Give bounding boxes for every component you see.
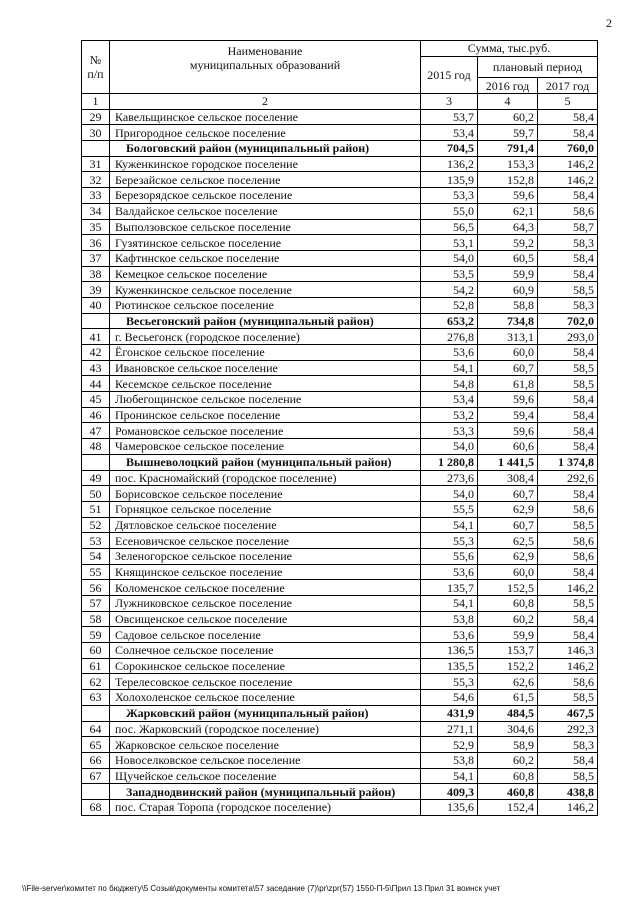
row-number: 57	[82, 596, 110, 612]
value-2017: 146,2	[538, 156, 598, 172]
value-2015: 271,1	[421, 721, 478, 737]
value-2015: 54,0	[421, 439, 478, 455]
district-total-row	[82, 454, 598, 470]
header-num: № п/п	[82, 41, 110, 94]
row-number: 36	[82, 235, 110, 251]
row-name: Борисовское сельское поселение	[110, 486, 421, 502]
table-row	[82, 737, 598, 753]
row-number: 54	[82, 548, 110, 564]
table-row	[82, 156, 598, 172]
value-2015: 53,2	[421, 407, 478, 423]
row-name: Садовое сельское поселение	[110, 627, 421, 643]
value-2017: 58,6	[538, 533, 598, 549]
value-2016: 59,6	[478, 423, 538, 439]
value-2017: 58,6	[538, 548, 598, 564]
value-2015: 135,7	[421, 580, 478, 596]
value-2015: 136,2	[421, 156, 478, 172]
value-2015: 53,8	[421, 611, 478, 627]
row-name: Новоселковское сельское поселение	[110, 752, 421, 768]
row-name: Пронинское сельское поселение	[110, 407, 421, 423]
page-number: 2	[606, 16, 612, 30]
value-2016: 60,5	[478, 250, 538, 266]
value-2015: 54,6	[421, 690, 478, 706]
row-number: 56	[82, 580, 110, 596]
row-number: 64	[82, 721, 110, 737]
value-2016: 60,9	[478, 282, 538, 298]
table-row	[82, 423, 598, 439]
value-2016: 62,9	[478, 501, 538, 517]
table-row	[82, 282, 598, 298]
row-name: Бологовский район (муниципальный район)	[110, 141, 421, 157]
value-2017: 58,4	[538, 439, 598, 455]
value-2017: 58,5	[538, 690, 598, 706]
value-2017: 146,2	[538, 799, 598, 815]
table-row	[82, 580, 598, 596]
value-2016: 60,8	[478, 768, 538, 784]
index-cell: 3	[421, 94, 478, 110]
value-2015: 53,4	[421, 392, 478, 408]
row-name: Зеленогорское сельское поселение	[110, 548, 421, 564]
value-2015: 52,9	[421, 737, 478, 753]
row-name: Терелесовское сельское поселение	[110, 674, 421, 690]
value-2015: 135,9	[421, 172, 478, 188]
value-2016: 152,2	[478, 658, 538, 674]
value-2016: 152,5	[478, 580, 538, 596]
value-2017: 58,4	[538, 125, 598, 141]
table-row	[82, 172, 598, 188]
row-name: Дятловское сельское поселение	[110, 517, 421, 533]
value-2016: 60,2	[478, 611, 538, 627]
value-2016: 308,4	[478, 470, 538, 486]
value-2016: 59,4	[478, 407, 538, 423]
value-2017: 146,2	[538, 580, 598, 596]
row-name: пос. Жарковский (городское поселение)	[110, 721, 421, 737]
value-2017: 146,2	[538, 658, 598, 674]
table-row	[82, 674, 598, 690]
table-row	[82, 596, 598, 612]
row-name: Коломенское сельское поселение	[110, 580, 421, 596]
value-2015: 653,2	[421, 313, 478, 329]
row-name: Гузятинское сельское поселение	[110, 235, 421, 251]
value-2017: 1 374,8	[538, 454, 598, 470]
value-2015: 53,6	[421, 345, 478, 361]
value-2017: 58,4	[538, 250, 598, 266]
row-number: 58	[82, 611, 110, 627]
row-number: 49	[82, 470, 110, 486]
value-2016: 62,6	[478, 674, 538, 690]
value-2015: 431,9	[421, 705, 478, 721]
row-name: Валдайское сельское поселение	[110, 203, 421, 219]
row-name: Куженкинское сельское поселение	[110, 282, 421, 298]
row-name: Сорокинское сельское поселение	[110, 658, 421, 674]
value-2017: 58,5	[538, 360, 598, 376]
value-2015: 55,5	[421, 501, 478, 517]
district-total-row	[82, 313, 598, 329]
value-2017: 58,5	[538, 282, 598, 298]
row-name: Чамеровское сельское поселение	[110, 439, 421, 455]
table-row	[82, 125, 598, 141]
header-2015: 2015 год	[421, 56, 478, 93]
value-2017: 58,4	[538, 266, 598, 282]
row-name: Рютинское сельское поселение	[110, 297, 421, 313]
value-2016: 734,8	[478, 313, 538, 329]
value-2017: 146,3	[538, 643, 598, 659]
value-2016: 60,7	[478, 486, 538, 502]
row-number: 35	[82, 219, 110, 235]
row-number: 31	[82, 156, 110, 172]
value-2017: 146,2	[538, 172, 598, 188]
value-2017: 292,3	[538, 721, 598, 737]
row-name: Романовское сельское поселение	[110, 423, 421, 439]
value-2017: 467,5	[538, 705, 598, 721]
table-row	[82, 345, 598, 361]
value-2016: 59,9	[478, 266, 538, 282]
value-2015: 53,5	[421, 266, 478, 282]
value-2016: 59,2	[478, 235, 538, 251]
table-row	[82, 658, 598, 674]
table-row	[82, 203, 598, 219]
value-2017: 58,4	[538, 109, 598, 125]
value-2015: 136,5	[421, 643, 478, 659]
value-2017: 58,4	[538, 345, 598, 361]
value-2016: 791,4	[478, 141, 538, 157]
district-total-row	[82, 705, 598, 721]
value-2015: 704,5	[421, 141, 478, 157]
table-row	[82, 548, 598, 564]
table-row	[82, 799, 598, 815]
value-2016: 60,6	[478, 439, 538, 455]
row-number	[82, 705, 110, 721]
table-row	[82, 407, 598, 423]
row-name: Щучейское сельское поселение	[110, 768, 421, 784]
table-row	[82, 752, 598, 768]
table-row	[82, 533, 598, 549]
value-2015: 53,6	[421, 627, 478, 643]
value-2015: 273,6	[421, 470, 478, 486]
value-2017: 58,6	[538, 674, 598, 690]
row-name: г. Весьегонск (городское поселение)	[110, 329, 421, 345]
row-number: 32	[82, 172, 110, 188]
row-number: 40	[82, 297, 110, 313]
row-number: 55	[82, 564, 110, 580]
value-2016: 59,7	[478, 125, 538, 141]
table-row	[82, 501, 598, 517]
value-2017: 58,4	[538, 564, 598, 580]
table-row	[82, 470, 598, 486]
row-name: Выползовское сельское поселение	[110, 219, 421, 235]
header-sum: Сумма, тыс.руб.	[421, 41, 598, 57]
table-row	[82, 250, 598, 266]
table-row	[82, 439, 598, 455]
row-number: 63	[82, 690, 110, 706]
value-2016: 61,8	[478, 376, 538, 392]
row-number	[82, 313, 110, 329]
row-name: Куженкинское городское поселение	[110, 156, 421, 172]
table-row	[82, 643, 598, 659]
value-2017: 58,5	[538, 768, 598, 784]
value-2016: 61,5	[478, 690, 538, 706]
row-name: Княщинское сельское поселение	[110, 564, 421, 580]
row-name: Любегощинское сельское поселение	[110, 392, 421, 408]
table-row	[82, 219, 598, 235]
row-number: 52	[82, 517, 110, 533]
value-2016: 62,5	[478, 533, 538, 549]
row-name: Овсищенское сельское поселение	[110, 611, 421, 627]
row-number: 44	[82, 376, 110, 392]
row-number	[82, 784, 110, 800]
table-row	[82, 360, 598, 376]
value-2017: 58,4	[538, 752, 598, 768]
value-2017: 292,6	[538, 470, 598, 486]
row-number: 59	[82, 627, 110, 643]
value-2015: 53,7	[421, 109, 478, 125]
value-2015: 55,3	[421, 533, 478, 549]
value-2016: 59,9	[478, 627, 538, 643]
table-row	[82, 109, 598, 125]
row-number: 51	[82, 501, 110, 517]
row-number: 38	[82, 266, 110, 282]
value-2016: 153,3	[478, 156, 538, 172]
row-number: 62	[82, 674, 110, 690]
row-number: 39	[82, 282, 110, 298]
row-number	[82, 141, 110, 157]
row-name: Кафтинское сельское поселение	[110, 250, 421, 266]
row-name: Жарковский район (муниципальный район)	[110, 705, 421, 721]
row-name: Вышневолоцкий район (муниципальный район)	[110, 454, 421, 470]
index-cell: 4	[478, 94, 538, 110]
value-2016: 62,9	[478, 548, 538, 564]
row-name: Холохоленское сельское поселение	[110, 690, 421, 706]
value-2016: 60,0	[478, 564, 538, 580]
row-number: 65	[82, 737, 110, 753]
row-number: 47	[82, 423, 110, 439]
value-2016: 304,6	[478, 721, 538, 737]
row-name: Солнечное сельское поселение	[110, 643, 421, 659]
index-cell: 5	[538, 94, 598, 110]
row-name: Жарковское сельское поселение	[110, 737, 421, 753]
row-number	[82, 454, 110, 470]
value-2016: 60,2	[478, 109, 538, 125]
value-2015: 53,1	[421, 235, 478, 251]
table-row	[82, 376, 598, 392]
value-2015: 54,1	[421, 596, 478, 612]
value-2015: 54,2	[421, 282, 478, 298]
value-2017: 58,4	[538, 392, 598, 408]
row-number: 29	[82, 109, 110, 125]
table-row	[82, 627, 598, 643]
index-row	[82, 94, 598, 110]
value-2015: 53,4	[421, 125, 478, 141]
value-2016: 62,1	[478, 203, 538, 219]
table-row	[82, 564, 598, 580]
row-number: 43	[82, 360, 110, 376]
value-2017: 58,7	[538, 219, 598, 235]
row-number: 66	[82, 752, 110, 768]
row-name: Березорядское сельское поселение	[110, 188, 421, 204]
value-2016: 1 441,5	[478, 454, 538, 470]
header-2017: 2017 год	[538, 78, 598, 94]
row-number: 48	[82, 439, 110, 455]
value-2016: 484,5	[478, 705, 538, 721]
row-name: Березайское сельское поселение	[110, 172, 421, 188]
index-cell: 2	[110, 94, 421, 110]
row-name: Горняцкое сельское поселение	[110, 501, 421, 517]
value-2015: 276,8	[421, 329, 478, 345]
value-2015: 53,3	[421, 188, 478, 204]
header-name: Наименование муниципальных образований	[110, 41, 421, 94]
value-2016: 460,8	[478, 784, 538, 800]
row-number: 68	[82, 799, 110, 815]
table-row	[82, 188, 598, 204]
district-total-row	[82, 141, 598, 157]
value-2016: 58,8	[478, 297, 538, 313]
value-2017: 293,0	[538, 329, 598, 345]
row-name: Кесемское сельское поселение	[110, 376, 421, 392]
value-2015: 55,0	[421, 203, 478, 219]
value-2015: 54,1	[421, 768, 478, 784]
value-2016: 152,4	[478, 799, 538, 815]
row-number: 46	[82, 407, 110, 423]
row-name: Лужниковское сельское поселение	[110, 596, 421, 612]
row-number: 53	[82, 533, 110, 549]
header-row	[82, 41, 598, 57]
value-2015: 52,8	[421, 297, 478, 313]
row-number: 61	[82, 658, 110, 674]
table-row	[82, 297, 598, 313]
row-name: пос. Красномайский (городское поселение)	[110, 470, 421, 486]
table-row	[82, 392, 598, 408]
value-2015: 55,6	[421, 548, 478, 564]
value-2017: 58,4	[538, 486, 598, 502]
table-body	[82, 41, 598, 816]
value-2017: 760,0	[538, 141, 598, 157]
table-row	[82, 611, 598, 627]
row-number: 33	[82, 188, 110, 204]
row-number: 30	[82, 125, 110, 141]
table-row	[82, 235, 598, 251]
value-2015: 54,8	[421, 376, 478, 392]
value-2015: 53,8	[421, 752, 478, 768]
value-2017: 702,0	[538, 313, 598, 329]
value-2015: 54,0	[421, 250, 478, 266]
value-2016: 152,8	[478, 172, 538, 188]
value-2017: 58,4	[538, 188, 598, 204]
value-2017: 58,4	[538, 627, 598, 643]
row-name: Кемецкое сельское поселение	[110, 266, 421, 282]
value-2017: 58,5	[538, 596, 598, 612]
header-plan: плановый период	[478, 56, 598, 78]
value-2016: 60,7	[478, 360, 538, 376]
value-2017: 58,3	[538, 737, 598, 753]
row-name: Ивановское сельское поселение	[110, 360, 421, 376]
row-name: Есеновичское сельское поселение	[110, 533, 421, 549]
value-2016: 60,2	[478, 752, 538, 768]
value-2015: 135,5	[421, 658, 478, 674]
row-number: 34	[82, 203, 110, 219]
table-row	[82, 768, 598, 784]
table-row	[82, 486, 598, 502]
row-name: пос. Старая Торопа (городское поселение)	[110, 799, 421, 815]
value-2016: 58,9	[478, 737, 538, 753]
district-total-row	[82, 784, 598, 800]
value-2015: 54,0	[421, 486, 478, 502]
row-number: 45	[82, 392, 110, 408]
row-name: Западнодвинский район (муниципальный район)	[110, 784, 421, 800]
table-row	[82, 266, 598, 282]
value-2017: 58,5	[538, 517, 598, 533]
value-2016: 60,0	[478, 345, 538, 361]
value-2016: 313,1	[478, 329, 538, 345]
value-2015: 54,1	[421, 517, 478, 533]
row-number: 41	[82, 329, 110, 345]
row-number: 37	[82, 250, 110, 266]
row-name: Ёгонское сельское поселение	[110, 345, 421, 361]
value-2016: 60,8	[478, 596, 538, 612]
value-2017: 438,8	[538, 784, 598, 800]
row-name: Весьегонский район (муниципальный район)	[110, 313, 421, 329]
value-2017: 58,3	[538, 235, 598, 251]
budget-table	[81, 40, 598, 816]
header-2016: 2016 год	[478, 78, 538, 94]
row-number: 42	[82, 345, 110, 361]
table-row	[82, 690, 598, 706]
value-2015: 53,3	[421, 423, 478, 439]
value-2016: 153,7	[478, 643, 538, 659]
row-name: Пригородное сельское поселение	[110, 125, 421, 141]
value-2017: 58,6	[538, 203, 598, 219]
value-2017: 58,4	[538, 407, 598, 423]
value-2015: 1 280,8	[421, 454, 478, 470]
row-number: 50	[82, 486, 110, 502]
table-row	[82, 329, 598, 345]
value-2016: 59,6	[478, 392, 538, 408]
table-row	[82, 517, 598, 533]
value-2016: 64,3	[478, 219, 538, 235]
row-name: Кавельщинское сельское поселение	[110, 109, 421, 125]
row-number: 60	[82, 643, 110, 659]
value-2015: 135,6	[421, 799, 478, 815]
index-cell: 1	[82, 94, 110, 110]
value-2015: 55,3	[421, 674, 478, 690]
file-path-footer: \\File-server\комитет по бюджету\5 Созыв\документы комитета\57 заседание (7)\pr\zpr(57) 1550-П-5\Прил 13 Прил 31 воинск учет	[22, 884, 501, 893]
value-2015: 409,3	[421, 784, 478, 800]
value-2017: 58,4	[538, 423, 598, 439]
table-row	[82, 721, 598, 737]
value-2016: 59,6	[478, 188, 538, 204]
value-2017: 58,5	[538, 376, 598, 392]
value-2017: 58,4	[538, 611, 598, 627]
value-2015: 53,6	[421, 564, 478, 580]
value-2015: 56,5	[421, 219, 478, 235]
value-2015: 54,1	[421, 360, 478, 376]
value-2017: 58,6	[538, 501, 598, 517]
row-number: 67	[82, 768, 110, 784]
value-2017: 58,3	[538, 297, 598, 313]
value-2016: 60,7	[478, 517, 538, 533]
